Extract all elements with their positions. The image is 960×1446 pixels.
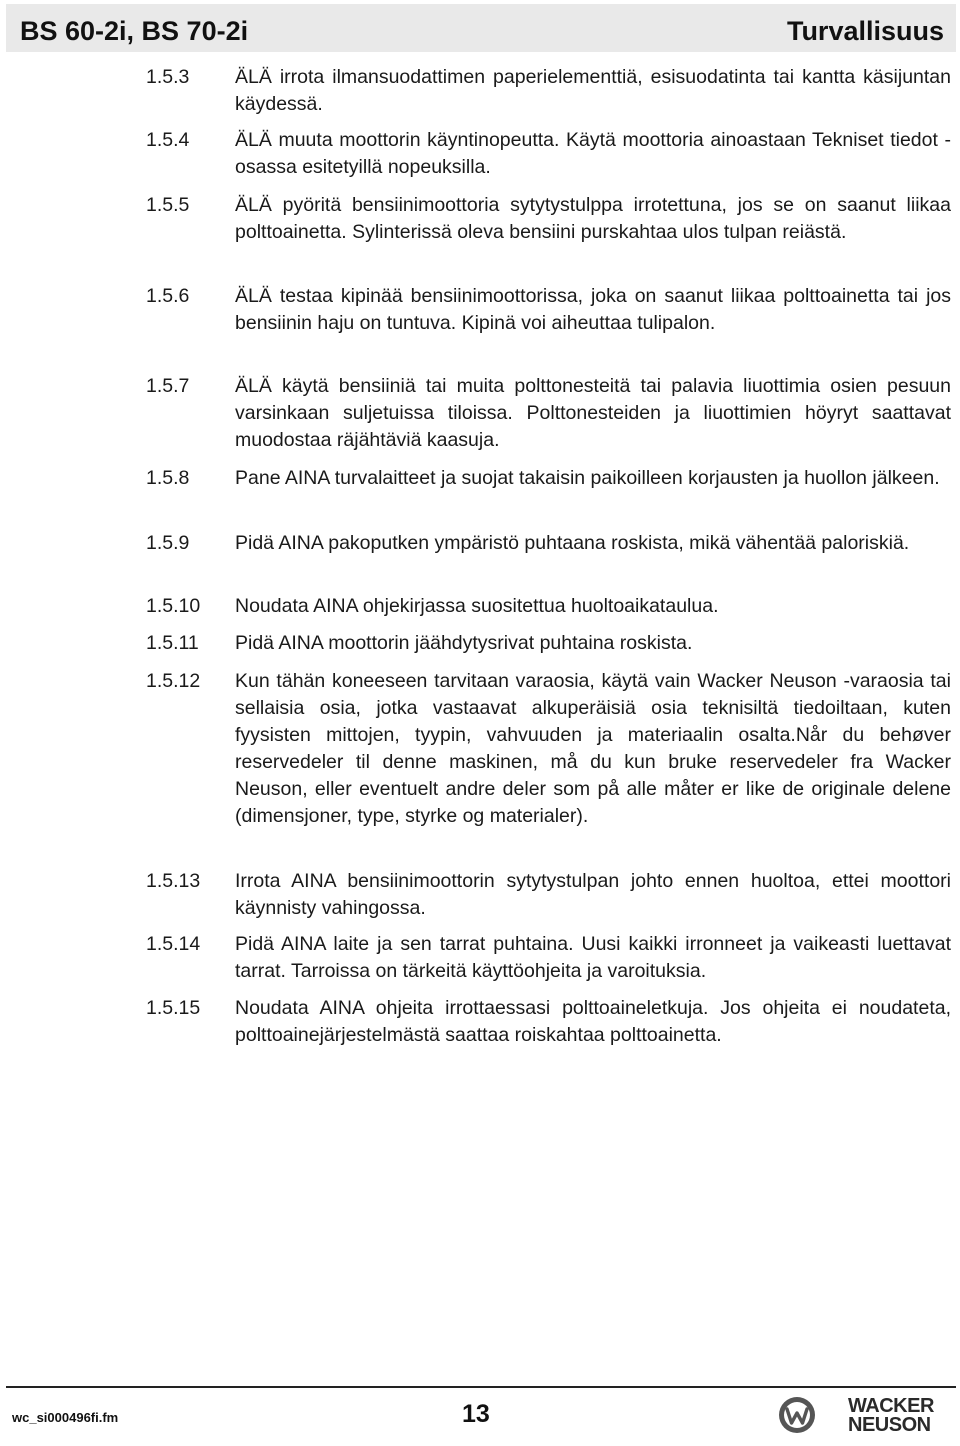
item-text: ÄLÄ pyöritä bensiinimoottoria sytytystulppa irrotettuna, jos se on saanut liikaa polttoainetta. Sylinterissä oleva bensiini purskahtaa ulos tulpan reiästä.	[235, 194, 951, 243]
item-number: 1.5.3	[146, 66, 190, 88]
item-text: Pidä AINA moottorin jäähdytysrivat puhtaina roskista.	[235, 632, 693, 654]
item-number: 1.5.8	[146, 467, 190, 489]
item-number: 1.5.5	[146, 194, 190, 216]
footer-divider	[6, 1386, 956, 1388]
header-section-title: Turvallisuus	[786, 16, 944, 46]
item-text: Noudata AINA ohjeita irrottaessasi polttoaineletkuja. Jos ohjeita ei noudateta, polttoainejärjestelmästä saattaa roiskahtaa polttoainetta.	[235, 997, 951, 1046]
item-text: ÄLÄ irrota ilmansuodattimen paperielementtiä, esisuodatinta tai kantta käsijuntan käydessä.	[235, 66, 951, 115]
item-text: Kun tähän koneeseen tarvitaan varaosia, käytä vain Wacker Neuson -varaosia tai sellaisia osia, jotka vastaavat alkuperäisiä osia teknisiltä tiedoiltaan, kuten fyysisten mittojen, tyypin, vahvuuden ja materiaalin osalta.Når du behøver reservedeler til denne maskinen, må du kun bruke reservedeler fra Wacker Neuson, eller eventuelt andre deler som på alle måter er like de originale delene (dimensjoner, type, styrke og materialer).	[235, 670, 951, 827]
item-number: 1.5.14	[146, 933, 201, 955]
item-number: 1.5.12	[146, 670, 201, 692]
item-text: Irrota AINA bensiinimoottorin sytytystulpan johto ennen huoltoa, ettei moottori käynnisty vahingossa.	[235, 870, 951, 919]
item-number: 1.5.15	[146, 997, 201, 1019]
item-number: 1.5.11	[146, 632, 199, 654]
footer-filename: wc_si000496fi.fm	[12, 1410, 119, 1425]
page-number: 13	[462, 1400, 490, 1428]
item-number: 1.5.4	[146, 129, 190, 151]
item-text: ÄLÄ käytä bensiiniä tai muita polttonesteitä tai palavia liuottimia osien pesuun varsinkaan suljetuissa tiloissa. Polttonesteiden ja liuottimien höyryt saattavat muodostaa räjähtäviä kaasuja.	[235, 375, 951, 451]
wacker-neuson-logo-icon	[778, 1396, 816, 1434]
item-number: 1.5.6	[146, 285, 190, 307]
item-text: Pidä AINA pakoputken ympäristö puhtaana roskista, mikä vähentää paloriskiä.	[235, 532, 910, 554]
item-text: ÄLÄ testaa kipinää bensiinimoottorissa, joka on saanut liikaa polttoainetta tai jos bensiinin haju on tuntuva. Kipinä voi aiheuttaa tulipalon.	[235, 285, 951, 334]
logo-line-2: NEUSON	[848, 1414, 931, 1436]
wacker-neuson-logo-text	[848, 1397, 934, 1435]
item-text: Pane AINA turvalaitteet ja suojat takaisin paikoilleen korjausten ja huollon jälkeen.	[235, 467, 940, 489]
item-number: 1.5.7	[146, 375, 190, 397]
page-header	[6, 4, 956, 52]
item-text: ÄLÄ muuta moottorin käyntinopeutta. Käytä moottoria ainoastaan Tekniset tiedot -osassa esitetyillä nopeuksilla.	[235, 129, 951, 178]
header-model-title: BS 60-2i, BS 70-2i	[20, 16, 249, 46]
item-number: 1.5.13	[146, 870, 201, 892]
logo-line-1: WACKER	[848, 1395, 934, 1417]
item-text: Noudata AINA ohjekirjassa suositettua huoltoaikataulua.	[235, 595, 719, 617]
item-text: Pidä AINA laite ja sen tarrat puhtaina. Uusi kaikki irronneet ja vaikeasti luettavat tarrat. Tarroissa on tärkeitä käyttöohjeita ja varoituksia.	[235, 933, 951, 982]
item-number: 1.5.9	[146, 532, 190, 554]
item-number: 1.5.10	[146, 595, 201, 617]
